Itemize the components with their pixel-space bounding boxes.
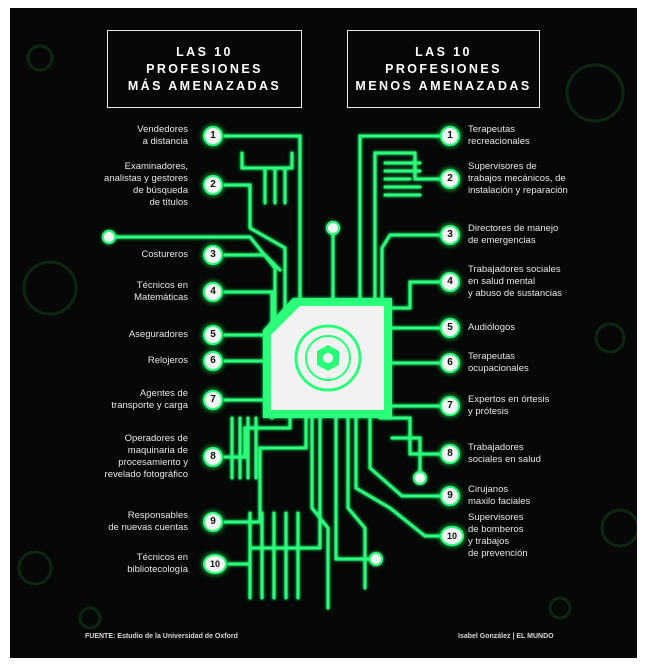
item-label-line: a distancia: [142, 136, 188, 147]
item-label-line: y prótesis: [468, 406, 509, 417]
item-label-line: Trabajadores: [468, 442, 524, 453]
item-label-line: Aseguradores: [128, 329, 188, 340]
item-label-line: Cirujanos: [468, 484, 509, 495]
circuit-trace: [225, 136, 300, 298]
item-label-line: Trabajadores sociales: [468, 264, 561, 275]
item-label-line: Supervisores de: [468, 161, 537, 172]
least-threatened-item-5: [468, 322, 618, 334]
rank-badge: 4: [203, 282, 223, 302]
item-label-line: trabajos mecánicos, de: [468, 173, 566, 184]
item-label-line: Examinadores,: [124, 161, 188, 172]
title-left-line-2: PROFESIONES: [146, 61, 263, 76]
item-label-line: en salud mental: [468, 276, 536, 287]
item-label-line: Expertos en órtesis: [468, 394, 550, 405]
item-label-line: de búsqueda: [133, 185, 188, 196]
most-threatened-item-8: [70, 433, 188, 481]
rank-badge: 1: [203, 126, 223, 146]
item-label-line: de emergencias: [468, 235, 536, 246]
circuit-trace: [392, 438, 420, 478]
rank-badge: 6: [440, 353, 460, 373]
item-label-line: Supervisores: [468, 512, 524, 523]
least-threatened-item-10: [468, 512, 618, 560]
title-least-threatened: [347, 30, 540, 108]
most-threatened-item-7: [70, 388, 188, 412]
title-right-line-2: PROFESIONES: [385, 61, 502, 76]
least-threatened-item-4: [468, 264, 618, 300]
item-label-line: procesamiento y: [118, 457, 188, 468]
rank-badge: 10: [440, 526, 464, 546]
item-label-line: de prevención: [468, 548, 528, 559]
item-label-line: analistas y gestores: [104, 173, 188, 184]
rank-badge: 4: [440, 272, 460, 292]
rank-badge: 5: [203, 325, 223, 345]
least-threatened-item-2: [468, 161, 618, 197]
item-label-line: y trabajos: [468, 536, 510, 547]
circuit-trace: [225, 255, 280, 270]
item-label-line: Técnicos en: [136, 552, 188, 563]
most-threatened-item-6: [70, 355, 188, 367]
item-label-line: Vendedores: [137, 124, 188, 135]
rank-badge: 7: [203, 390, 223, 410]
most-threatened-item-1: [70, 124, 188, 148]
least-threatened-item-3: [468, 223, 618, 247]
rank-badge: 2: [203, 175, 223, 195]
most-threatened-item-4: [70, 280, 188, 304]
most-threatened-item-3: [70, 249, 188, 261]
item-label-line: Relojeros: [147, 355, 188, 366]
most-threatened-item-10: [70, 552, 188, 576]
title-most-threatened: [107, 30, 302, 108]
rank-badge: 10: [203, 554, 227, 574]
item-label-line: instalación y reparación: [468, 185, 568, 196]
rank-badge: 3: [440, 225, 460, 245]
circuit-trace: [225, 418, 306, 522]
circuit-trace: [225, 292, 272, 333]
least-threatened-item-1: [468, 124, 618, 148]
circuit-trace: [370, 418, 440, 496]
item-label-line: Técnicos en: [136, 280, 188, 291]
least-threatened-item-7: [468, 394, 618, 418]
infographic-poster: [10, 8, 637, 658]
rank-badge: 9: [440, 486, 460, 506]
source-note: FUENTE: Estudio de la Universidad de Oxford: [85, 633, 238, 640]
credit-note: Isabel González | EL MUNDO: [458, 633, 554, 640]
rank-badge: 9: [203, 512, 223, 532]
item-label-line: ocupacionales: [468, 363, 529, 374]
item-label-line: maxilo faciales: [468, 496, 531, 507]
circuit-trace: [380, 418, 440, 454]
title-right-line-1: LAS 10: [415, 44, 472, 59]
rank-badge: 2: [440, 169, 460, 189]
rank-badge: 8: [203, 447, 223, 467]
title-left-line-1: LAS 10: [176, 44, 233, 59]
item-label-line: Audiólogos: [468, 322, 516, 333]
item-label-line: sociales en salud: [468, 454, 541, 465]
item-label-line: Operadores de: [124, 433, 188, 444]
item-label-line: Matemáticas: [134, 292, 188, 303]
least-threatened-item-6: [468, 351, 618, 375]
most-threatened-item-9: [70, 510, 188, 534]
least-threatened-item-8: [468, 442, 618, 466]
least-threatened-item-9: [468, 484, 618, 508]
item-label-line: de nuevas cuentas: [108, 522, 188, 533]
item-label-line: Directores de manejo: [468, 223, 559, 234]
title-right-line-3: MENOS AMENAZADAS: [355, 78, 532, 93]
item-label-line: transporte y carga: [111, 400, 188, 411]
item-label-line: Terapeutas: [468, 124, 516, 135]
item-label-line: bibliotecología: [127, 564, 188, 575]
circuit-trace: [250, 513, 298, 598]
item-label-line: Agentes de: [139, 388, 188, 399]
item-label-line: y abuso de sustancias: [468, 288, 563, 299]
most-threatened-item-2: [70, 161, 188, 209]
item-label-line: maquinaria de: [127, 445, 188, 456]
rank-badge: 8: [440, 444, 460, 464]
rank-badge: 7: [440, 396, 460, 416]
rank-badge: 1: [440, 126, 460, 146]
circuit-trace: [360, 136, 440, 298]
title-left-line-3: MÁS AMENAZADAS: [127, 78, 282, 93]
circuit-trace: [392, 282, 440, 308]
rank-badge: 5: [440, 318, 460, 338]
item-label-line: revelado fotográfico: [104, 469, 188, 480]
item-label-line: Terapeutas: [468, 351, 516, 362]
item-label-line: de bomberos: [468, 524, 524, 535]
item-label-line: recreacionales: [468, 136, 530, 147]
item-label-line: Costureros: [141, 249, 188, 260]
circuit-trace: [375, 153, 440, 298]
item-label-line: de títulos: [149, 197, 188, 208]
central-chip: [263, 298, 392, 418]
most-threatened-item-5: [70, 329, 188, 341]
item-label-line: Responsables: [127, 510, 188, 521]
rank-badge: 3: [203, 245, 223, 265]
rank-badge: 6: [203, 351, 223, 371]
